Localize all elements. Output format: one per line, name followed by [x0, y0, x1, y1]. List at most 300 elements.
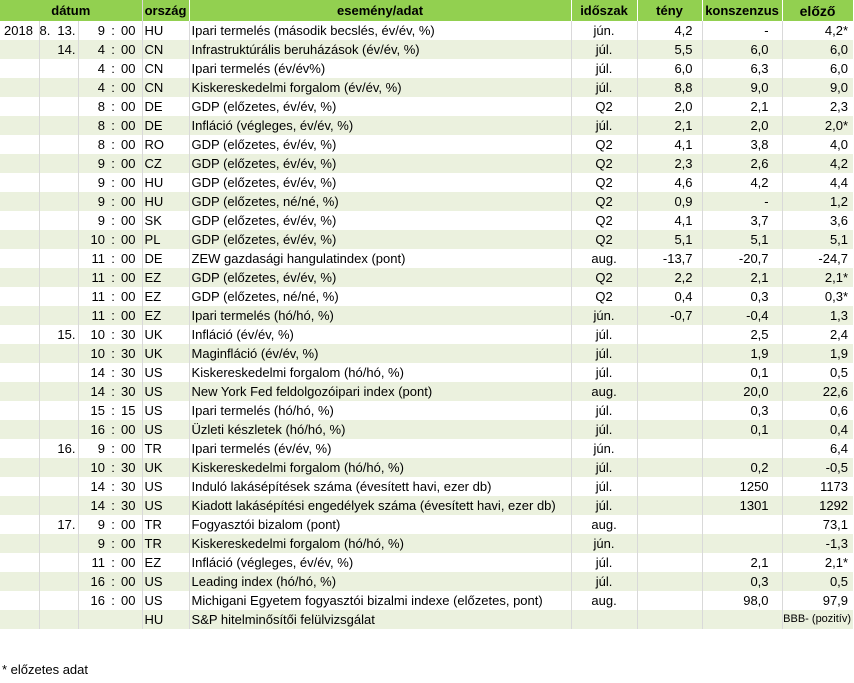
- table-row: [0, 458, 853, 477]
- row-minute: 30: [118, 496, 142, 515]
- row-time-separator: :: [111, 251, 115, 266]
- row-previous: 4,0: [829, 137, 849, 152]
- row-time-separator: :: [111, 403, 115, 418]
- row-month: [39, 439, 49, 458]
- row-year: 2018: [0, 21, 39, 40]
- table-row: [0, 59, 853, 78]
- row-day: 15.: [49, 325, 78, 344]
- row-actual: 0,4: [637, 287, 702, 306]
- row-hour: 16: [78, 420, 108, 439]
- table-row: [0, 192, 853, 211]
- row-minute: 00: [118, 268, 142, 287]
- row-country: CN: [142, 59, 189, 78]
- row-event: Kiskereskedelmi forgalom (hó/hó, %): [189, 363, 571, 382]
- row-event: Ipari termelés (év/év%): [189, 59, 571, 78]
- row-minute: 00: [118, 211, 142, 230]
- row-country: US: [142, 401, 189, 420]
- table-row: [0, 230, 853, 249]
- row-country: DE: [142, 249, 189, 268]
- row-period: júl.: [571, 553, 637, 572]
- row-month: 8.: [39, 23, 51, 38]
- row-time-separator: :: [108, 382, 118, 401]
- row-event: GDP (előzetes, év/év, %): [189, 97, 571, 116]
- row-actual: 4,1: [637, 135, 702, 154]
- row-consensus: 6,0: [702, 40, 782, 59]
- row-day: [49, 268, 78, 287]
- row-time-separator: :: [108, 192, 118, 211]
- row-actual: 6,0: [637, 59, 702, 78]
- row-actual: [637, 439, 702, 458]
- table-row: [0, 40, 853, 59]
- row-hour: 14: [78, 496, 108, 515]
- row-hour: 4: [97, 61, 105, 76]
- row-previous: -1,3: [782, 534, 853, 553]
- row-previous: 0,5: [782, 572, 853, 591]
- row-actual: [637, 420, 702, 439]
- row-minute: 30: [118, 363, 142, 382]
- row-actual: 5,5: [637, 40, 702, 59]
- row-event: Ipari termelés (második becslés, év/év, %): [189, 21, 571, 40]
- table-row: [0, 135, 853, 154]
- row-consensus: 20,0: [702, 382, 782, 401]
- row-consensus: 1301: [702, 496, 782, 515]
- row-minute: 30: [118, 344, 142, 363]
- table-row: [0, 572, 853, 591]
- row-consensus: 9,0: [702, 78, 782, 97]
- row-event: Infrastruktúrális beruházások (év/év, %): [189, 40, 571, 59]
- row-period: jún.: [571, 306, 637, 325]
- row-period: Q2: [571, 230, 637, 249]
- row-minute: 00: [118, 78, 142, 97]
- row-year: [0, 477, 39, 496]
- row-hour: 10: [90, 327, 105, 342]
- row-month: [39, 458, 49, 477]
- row-time-separator: :: [108, 78, 118, 97]
- row-previous: -24,7: [818, 251, 849, 266]
- row-day: [49, 382, 78, 401]
- table-row: [0, 439, 853, 458]
- row-consensus: 3,7: [702, 211, 782, 230]
- row-day: [49, 173, 78, 192]
- header-datum: dátum: [0, 0, 142, 21]
- table-row: [0, 325, 853, 344]
- row-country: UK: [142, 344, 189, 363]
- row-country: CZ: [142, 154, 189, 173]
- row-minute: 00: [118, 420, 142, 439]
- row-consensus: [702, 534, 782, 553]
- row-year: [0, 230, 39, 249]
- row-day: [49, 287, 78, 306]
- row-event: Infláció (év/év, %): [189, 325, 571, 344]
- row-minute: 00: [118, 154, 142, 173]
- row-previous: 2,4: [829, 327, 849, 342]
- row-actual: [637, 401, 702, 420]
- row-previous: 2,3: [829, 99, 849, 114]
- row-hour: 9: [78, 534, 108, 553]
- row-event: S&P hitelminősítői felülvizsgálat: [189, 610, 571, 629]
- row-year: [0, 591, 39, 610]
- row-day: [49, 59, 78, 78]
- table-row: [0, 363, 853, 382]
- row-month: [39, 363, 49, 382]
- row-consensus: -: [702, 21, 782, 40]
- row-event: GDP (előzetes, né/né, %): [189, 287, 571, 306]
- row-previous: 1,3: [782, 306, 853, 325]
- row-year: [0, 116, 39, 135]
- table-row: [0, 496, 853, 515]
- row-day: [49, 306, 78, 325]
- row-previous: 4,2: [782, 154, 853, 173]
- row-minute: 00: [118, 116, 142, 135]
- row-minute: 00: [118, 97, 142, 116]
- row-previous: 2,1*: [824, 555, 849, 570]
- table-row: [0, 97, 853, 116]
- row-country: EZ: [142, 306, 189, 325]
- row-time-separator: :: [111, 99, 115, 114]
- row-country: DE: [142, 116, 189, 135]
- row-previous: -0,5: [782, 458, 853, 477]
- row-consensus: 0,3: [702, 287, 782, 306]
- row-consensus: 0,2: [702, 458, 782, 477]
- row-event: ZEW gazdasági hangulatindex (pont): [189, 249, 571, 268]
- table-row: [0, 610, 853, 629]
- row-minute: 00: [118, 249, 142, 268]
- row-minute: 00: [118, 173, 142, 192]
- row-year: [0, 458, 39, 477]
- row-time-separator: :: [108, 572, 118, 591]
- row-minute: 15: [118, 401, 142, 420]
- row-minute: 00: [118, 192, 142, 211]
- row-event: Kiskereskedelmi forgalom (hó/hó, %): [189, 458, 571, 477]
- row-day: [49, 534, 78, 553]
- row-country: US: [142, 382, 189, 401]
- row-event: Fogyasztói bizalom (pont): [189, 515, 571, 534]
- row-hour: 9: [97, 175, 105, 190]
- row-time-separator: :: [111, 517, 115, 532]
- row-year: [0, 363, 39, 382]
- row-hour: 14: [90, 479, 105, 494]
- row-day: 13.: [49, 21, 78, 40]
- table-row: [0, 306, 853, 325]
- row-year: [0, 325, 39, 344]
- row-hour: 10: [78, 458, 108, 477]
- row-actual: [637, 458, 702, 477]
- row-month: [39, 515, 49, 534]
- row-consensus: 2,1: [702, 553, 782, 572]
- row-year: [0, 78, 39, 97]
- row-period: Q2: [571, 268, 637, 287]
- table-row: [0, 344, 853, 363]
- row-month: [39, 496, 49, 515]
- row-previous: 2,1*: [782, 268, 853, 287]
- table-row: [0, 268, 853, 287]
- row-country: HU: [142, 610, 189, 629]
- row-consensus: 2,0: [702, 116, 782, 135]
- row-month: [39, 287, 49, 306]
- row-event: Maginfláció (év/év, %): [189, 344, 571, 363]
- row-time-separator: :: [108, 230, 118, 249]
- row-year: [0, 211, 39, 230]
- row-country: TR: [142, 439, 189, 458]
- row-day: [49, 458, 78, 477]
- row-consensus: 2,6: [702, 154, 782, 173]
- row-day: [49, 230, 78, 249]
- row-time-separator: :: [111, 175, 115, 190]
- row-day: [49, 211, 78, 230]
- row-minute: 30: [118, 477, 142, 496]
- row-actual: [637, 610, 702, 629]
- row-time-separator: :: [108, 344, 118, 363]
- row-time-separator: :: [108, 306, 118, 325]
- row-period: Q2: [571, 135, 637, 154]
- row-country: EZ: [142, 553, 189, 572]
- row-day: [49, 344, 78, 363]
- row-hour: 9: [78, 192, 108, 211]
- row-hour: 11: [91, 289, 105, 304]
- row-event: GDP (előzetes, év/év, %): [189, 135, 571, 154]
- row-actual: [637, 591, 702, 610]
- row-actual: 4,6: [637, 173, 702, 192]
- row-country: RO: [142, 135, 189, 154]
- row-year: [0, 344, 39, 363]
- row-consensus: 2,5: [702, 325, 782, 344]
- row-month: [39, 211, 49, 230]
- row-country: UK: [142, 325, 189, 344]
- row-actual: 4,2: [637, 21, 702, 40]
- row-minute: 00: [118, 572, 142, 591]
- header-elozo: előző: [782, 0, 853, 21]
- row-year: [0, 572, 39, 591]
- row-country: US: [142, 572, 189, 591]
- row-period: Q2: [571, 211, 637, 230]
- row-event: Kiskereskedelmi forgalom (hó/hó, %): [189, 534, 571, 553]
- row-time-separator: :: [111, 61, 115, 76]
- row-time-separator: :: [111, 137, 115, 152]
- row-time-separator: :: [111, 365, 115, 380]
- row-period: Q2: [571, 173, 637, 192]
- row-event: GDP (előzetes, év/év, %): [189, 211, 571, 230]
- row-country: TR: [142, 534, 189, 553]
- row-year: [0, 154, 39, 173]
- row-month: [39, 591, 49, 610]
- row-consensus: 0,3: [702, 401, 782, 420]
- row-minute: 30: [118, 382, 142, 401]
- row-year: [0, 382, 39, 401]
- row-month: [39, 135, 49, 154]
- table-row: [0, 154, 853, 173]
- footnote: * előzetes adat: [2, 662, 89, 677]
- row-hour: 9: [97, 441, 105, 456]
- table-row: [0, 78, 853, 97]
- row-hour: 4: [78, 78, 108, 97]
- row-event: Ipari termelés (hó/hó, %): [189, 306, 571, 325]
- row-minute: 00: [118, 21, 142, 40]
- table-row: [0, 420, 853, 439]
- row-actual: [637, 344, 702, 363]
- row-actual: -13,7: [637, 249, 702, 268]
- row-month: [39, 572, 49, 591]
- row-country: TR: [142, 515, 189, 534]
- row-period: júl.: [571, 344, 637, 363]
- row-event: Leading index (hó/hó, %): [189, 572, 571, 591]
- row-day: [49, 78, 78, 97]
- row-event: GDP (előzetes, év/év, %): [189, 173, 571, 192]
- row-previous: 0,3*: [824, 289, 849, 304]
- row-year: [0, 553, 39, 572]
- row-time-separator: :: [111, 327, 115, 342]
- row-month: [39, 97, 49, 116]
- row-event: GDP (előzetes, év/év, %): [189, 230, 571, 249]
- row-period: Q2: [571, 154, 637, 173]
- header-idoszak: időszak: [571, 0, 637, 21]
- row-previous: 5,1: [782, 230, 853, 249]
- row-event: Infláció (végleges, év/év, %): [189, 116, 571, 135]
- row-actual: 4,1: [637, 211, 702, 230]
- row-previous: 1292: [782, 496, 853, 515]
- row-consensus: 4,2: [702, 173, 782, 192]
- row-actual: [637, 553, 702, 572]
- table-row: [0, 116, 853, 135]
- row-time-separator: :: [111, 555, 115, 570]
- row-time-separator: :: [111, 441, 115, 456]
- row-month: [39, 230, 49, 249]
- row-hour: 8: [97, 99, 105, 114]
- row-actual: 2,0: [637, 97, 702, 116]
- row-consensus: [702, 439, 782, 458]
- row-actual: [637, 382, 702, 401]
- row-month: [39, 401, 49, 420]
- row-event: Michigani Egyetem fogyasztói bizalmi indexe (előzetes, pont): [189, 591, 571, 610]
- row-day: 16.: [49, 439, 78, 458]
- row-hour: 15: [90, 403, 105, 418]
- row-year: [0, 515, 39, 534]
- row-day: [49, 401, 78, 420]
- row-hour: 9: [97, 23, 105, 38]
- row-hour: 9: [97, 213, 105, 228]
- row-time-separator: :: [108, 154, 118, 173]
- row-actual: [637, 496, 702, 515]
- row-country: DE: [142, 97, 189, 116]
- row-day: [49, 135, 78, 154]
- row-day: [49, 249, 78, 268]
- row-month: [39, 173, 49, 192]
- row-period: júl.: [571, 458, 637, 477]
- row-day: [49, 496, 78, 515]
- row-time-separator: :: [108, 534, 118, 553]
- row-hour: 11: [91, 555, 105, 570]
- row-year: [0, 135, 39, 154]
- row-year: [0, 401, 39, 420]
- row-minute: 00: [118, 40, 142, 59]
- row-month: [39, 610, 49, 629]
- row-hour: 10: [78, 344, 108, 363]
- row-minute: 00: [118, 59, 142, 78]
- row-event: Induló lakásépítések száma (évesített havi, ezer db): [189, 477, 571, 496]
- row-consensus: 98,0: [702, 591, 782, 610]
- row-country: US: [142, 420, 189, 439]
- row-country: US: [142, 591, 189, 610]
- row-year: [0, 268, 39, 287]
- row-previous: 0,4: [782, 420, 853, 439]
- row-consensus: -0,4: [702, 306, 782, 325]
- row-minute: 00: [118, 553, 142, 572]
- row-country: EZ: [142, 268, 189, 287]
- row-event: Kiadott lakásépítési engedélyek száma (évesített havi, ezer db): [189, 496, 571, 515]
- row-hour: 16: [90, 593, 105, 608]
- row-consensus: 0,1: [702, 363, 782, 382]
- row-month: [39, 249, 49, 268]
- row-period: [571, 610, 637, 629]
- row-month: [39, 325, 49, 344]
- row-year: [0, 249, 39, 268]
- row-actual: [637, 477, 702, 496]
- row-hour: 10: [78, 230, 108, 249]
- row-day: [49, 363, 78, 382]
- row-previous: 9,0: [782, 78, 853, 97]
- row-time-separator: :: [108, 496, 118, 515]
- row-minute: [118, 610, 142, 629]
- row-day: 14.: [49, 40, 78, 59]
- row-actual: [637, 534, 702, 553]
- row-period: júl.: [571, 116, 637, 135]
- row-day: [49, 192, 78, 211]
- row-hour: 14: [90, 365, 105, 380]
- row-country: US: [142, 477, 189, 496]
- row-time-separator: :: [108, 458, 118, 477]
- row-previous: 1173: [820, 479, 849, 494]
- row-month: [39, 420, 49, 439]
- row-previous: 1,9: [782, 344, 853, 363]
- row-period: júl.: [571, 572, 637, 591]
- row-year: [0, 439, 39, 458]
- row-previous: 0,6: [829, 403, 849, 418]
- row-year: [0, 97, 39, 116]
- row-month: [39, 534, 49, 553]
- row-month: [39, 268, 49, 287]
- row-minute: 00: [118, 591, 142, 610]
- row-time-separator: :: [108, 40, 118, 59]
- row-period: júl.: [571, 78, 637, 97]
- row-day: [49, 572, 78, 591]
- row-time-separator: :: [111, 479, 115, 494]
- header-teny: tény: [637, 0, 702, 21]
- header-esemeny: esemény/adat: [189, 0, 571, 21]
- row-consensus: 6,3: [702, 59, 782, 78]
- row-previous: 6,0: [782, 40, 853, 59]
- row-period: Q2: [571, 192, 637, 211]
- row-time-separator: :: [108, 116, 118, 135]
- row-period: júl.: [571, 420, 637, 439]
- row-year: [0, 420, 39, 439]
- row-actual: 2,1: [637, 116, 702, 135]
- table-row: [0, 287, 853, 306]
- row-country: HU: [142, 21, 189, 40]
- row-previous: 6,0: [829, 61, 849, 76]
- row-day: [49, 420, 78, 439]
- row-hour: 11: [91, 251, 105, 266]
- row-day: [49, 477, 78, 496]
- table-row: [0, 173, 853, 192]
- row-consensus: 5,1: [702, 230, 782, 249]
- row-month: [39, 192, 49, 211]
- row-period: júl.: [571, 401, 637, 420]
- row-previous: 1,2: [782, 192, 853, 211]
- row-country: CN: [142, 78, 189, 97]
- row-minute: 30: [118, 458, 142, 477]
- row-consensus: 2,1: [702, 97, 782, 116]
- row-period: jún.: [571, 534, 637, 553]
- row-time-separator: :: [108, 420, 118, 439]
